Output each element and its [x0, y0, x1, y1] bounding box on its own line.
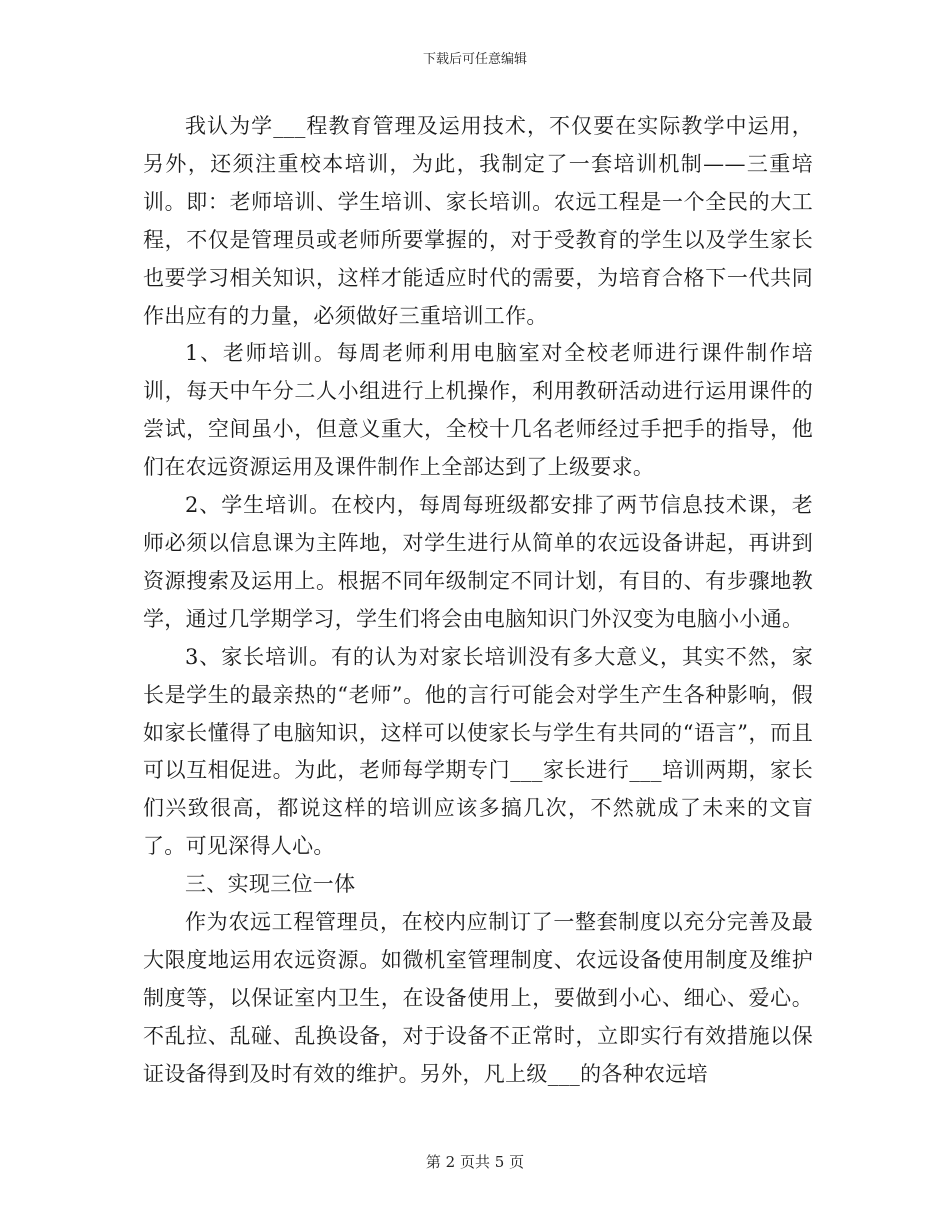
paragraph-teacher-training: 1、老师培训。每周老师利用电脑室对全校老师进行课件制作培训，每天中午分二人小组进行上机操作，利用教研活动进行运用课件的尝试，空间虽小，但意义重大，全校十几名老师经过手把手的指导，他们在农远资源运用及课件制作上全部达到了上级要求。	[143, 341, 813, 480]
paragraph-management: 作为农远工程管理员，在校内应制订了一整套制度以充分完善及最大限度地运用农远资源。如微机室管理制度、农远设备使用制度及维护制度等，以保证室内卫生，在设备使用上，要做到小心、细心、爱心。不乱拉、乱碰、乱换设备，对于设备不正常时，立即实行有效措施以保证设备得到及时有效的维护。另外，凡上级___的各种农远培	[143, 910, 813, 1086]
section-heading: 三、实现三位一体	[185, 872, 356, 897]
document-body	[143, 108, 813, 1094]
paragraph-student-training: 2、学生培训。在校内，每周每班级都安排了两节信息技术课，老师必须以信息课为主阵地，对学生进行从简单的农远设备讲起，再讲到资源搜索及运用上。根据不同年级制定不同计划，有目的、有步骤地教学，通过几学期学习，学生们将会由电脑知识门外汉变为电脑小小通。	[143, 493, 813, 631]
paragraph-parent-training: 3、家长培训。有的认为对家长培训没有多大意义，其实不然，家长是学生的最亲热的“老师”。他的言行可能会对学生产生各种影响，假如家长懂得了电脑知识，这样可以使家长与学生有共同的“语言”，而且可以互相促进。为此，老师每学期专门___家长进行___培训两期，家长们兴致很高，都说这样的培训应该多搞几次，不然就成了未来的文盲了。可见深得人心。	[143, 644, 813, 859]
page-header: 下载后可任意编辑	[422, 52, 527, 67]
page-footer: 第 2 页共 5 页	[425, 1153, 525, 1171]
paragraph-intro: 我认为学___程教育管理及运用技术，不仅要在实际教学中运用，另外，还须注重校本培训，为此，我制定了一套培训机制——三重培训。即：老师培训、学生培训、家长培训。农远工程是一个全民的大工程，不仅是管理员或老师所要掌握的，对于受教育的学生以及学生家长也要学习相关知识，这样才能适应时代的需要，为培育合格下一代共同作出应有的力量，必须做好三重培训工作。	[143, 114, 813, 328]
